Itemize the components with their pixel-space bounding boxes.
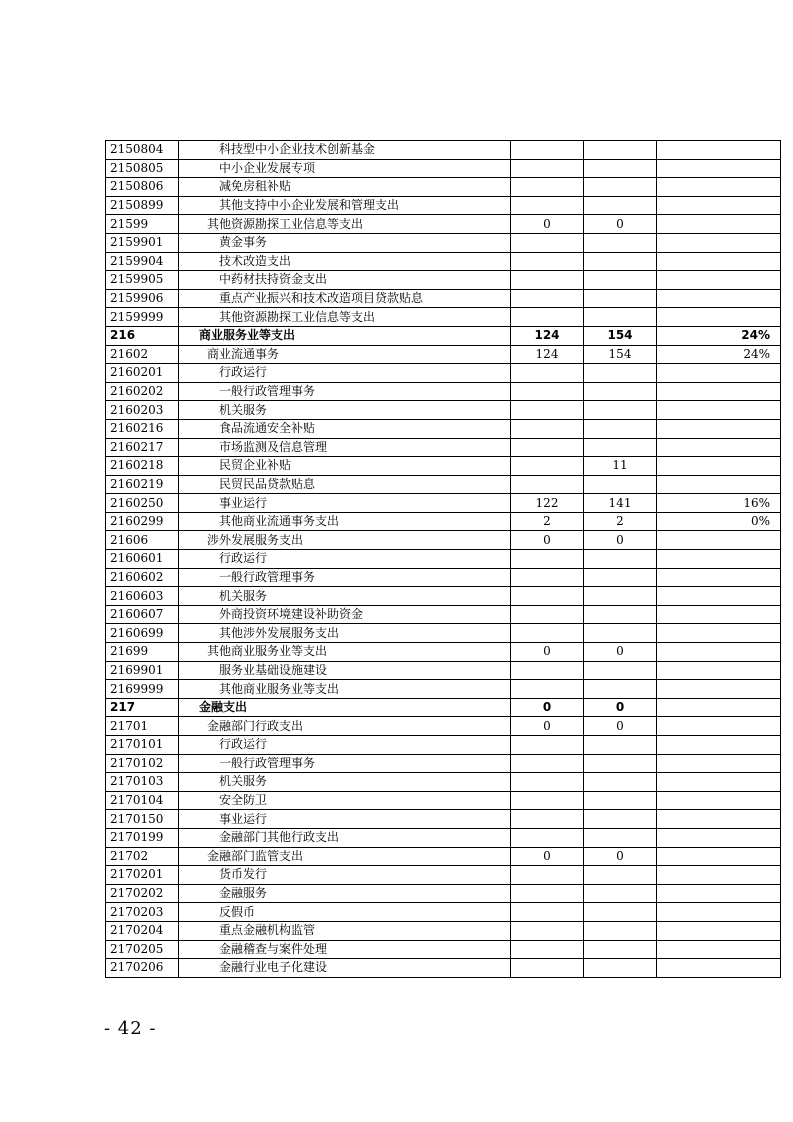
table-row xyxy=(106,271,781,290)
row-name: 货币发行 xyxy=(179,866,511,885)
row-code: 2169901 xyxy=(106,661,179,680)
row-value-3 xyxy=(657,141,781,160)
row-code: 2160602 xyxy=(106,568,179,587)
row-value-2 xyxy=(584,661,657,680)
row-name: 食品流通安全补贴 xyxy=(179,419,511,438)
table-row xyxy=(106,345,781,364)
row-value-1 xyxy=(511,921,584,940)
row-value-1: 0 xyxy=(511,847,584,866)
table-row xyxy=(106,215,781,234)
row-name: 机关服务 xyxy=(179,401,511,420)
row-value-2 xyxy=(584,364,657,383)
row-value-3 xyxy=(657,587,781,606)
table-row xyxy=(106,438,781,457)
row-name: 市场监测及信息管理 xyxy=(179,438,511,457)
table-row xyxy=(106,457,781,476)
row-name: 金融稽查与案件处理 xyxy=(179,940,511,959)
row-value-3 xyxy=(657,550,781,569)
row-value-1 xyxy=(511,419,584,438)
row-value-2: 154 xyxy=(584,326,657,345)
row-code: 2170203 xyxy=(106,903,179,922)
row-value-3 xyxy=(657,233,781,252)
row-value-1 xyxy=(511,605,584,624)
row-name: 服务业基础设施建设 xyxy=(179,661,511,680)
row-code: 2170103 xyxy=(106,773,179,792)
row-name: 金融服务 xyxy=(179,884,511,903)
row-value-1 xyxy=(511,903,584,922)
row-value-2 xyxy=(584,903,657,922)
row-value-2 xyxy=(584,959,657,978)
table-row xyxy=(106,568,781,587)
row-value-1 xyxy=(511,661,584,680)
row-name: 行政运行 xyxy=(179,550,511,569)
row-value-1 xyxy=(511,940,584,959)
row-value-2 xyxy=(584,884,657,903)
row-name: 其他涉外发展服务支出 xyxy=(179,624,511,643)
row-value-2 xyxy=(584,382,657,401)
row-value-2 xyxy=(584,178,657,197)
row-code: 2150899 xyxy=(106,196,179,215)
row-value-2 xyxy=(584,940,657,959)
row-value-1: 0 xyxy=(511,215,584,234)
row-value-1 xyxy=(511,141,584,160)
row-code: 2170199 xyxy=(106,828,179,847)
row-value-1 xyxy=(511,568,584,587)
table-row xyxy=(106,233,781,252)
row-code: 2150805 xyxy=(106,159,179,178)
row-value-3 xyxy=(657,252,781,271)
row-name: 商业服务业等支出 xyxy=(179,326,511,345)
row-code: 2160217 xyxy=(106,438,179,457)
row-code: 2160699 xyxy=(106,624,179,643)
row-value-1: 122 xyxy=(511,494,584,513)
row-value-3 xyxy=(657,382,781,401)
row-value-2: 0 xyxy=(584,847,657,866)
row-value-1 xyxy=(511,587,584,606)
row-code: 2160202 xyxy=(106,382,179,401)
row-value-3 xyxy=(657,289,781,308)
row-value-3 xyxy=(657,754,781,773)
row-code: 21602 xyxy=(106,345,179,364)
row-code: 2170101 xyxy=(106,736,179,755)
row-name: 一般行政管理事务 xyxy=(179,382,511,401)
table-row xyxy=(106,624,781,643)
row-value-3 xyxy=(657,308,781,327)
row-value-1 xyxy=(511,773,584,792)
row-name: 商业流通事务 xyxy=(179,345,511,364)
row-value-1 xyxy=(511,959,584,978)
row-value-3 xyxy=(657,828,781,847)
row-name: 金融部门行政支出 xyxy=(179,717,511,736)
row-value-1 xyxy=(511,271,584,290)
table-row xyxy=(106,178,781,197)
row-value-2 xyxy=(584,289,657,308)
row-value-2 xyxy=(584,550,657,569)
row-value-2: 141 xyxy=(584,494,657,513)
row-value-3 xyxy=(657,810,781,829)
row-value-1 xyxy=(511,364,584,383)
table-row xyxy=(106,512,781,531)
row-value-2 xyxy=(584,196,657,215)
row-value-1 xyxy=(511,438,584,457)
row-value-3 xyxy=(657,364,781,383)
row-code: 2160203 xyxy=(106,401,179,420)
table-row xyxy=(106,308,781,327)
row-value-1 xyxy=(511,791,584,810)
table-row xyxy=(106,494,781,513)
row-code: 21702 xyxy=(106,847,179,866)
budget-table-body xyxy=(106,141,781,978)
row-value-1 xyxy=(511,828,584,847)
row-value-2 xyxy=(584,828,657,847)
row-code: 2170201 xyxy=(106,866,179,885)
row-code: 2159999 xyxy=(106,308,179,327)
row-name: 其他资源勘探工业信息等支出 xyxy=(179,308,511,327)
row-value-2 xyxy=(584,587,657,606)
row-value-1 xyxy=(511,233,584,252)
row-value-3: 24% xyxy=(657,326,781,345)
row-value-1 xyxy=(511,401,584,420)
row-code: 21699 xyxy=(106,643,179,662)
row-name: 减免房租补贴 xyxy=(179,178,511,197)
row-value-3 xyxy=(657,438,781,457)
row-name: 外商投资环境建设补助资金 xyxy=(179,605,511,624)
row-value-1 xyxy=(511,866,584,885)
row-code: 2160299 xyxy=(106,512,179,531)
row-code: 2159901 xyxy=(106,233,179,252)
row-name: 行政运行 xyxy=(179,736,511,755)
page-number: - 42 - xyxy=(104,1018,157,1039)
row-value-1 xyxy=(511,736,584,755)
row-name: 其他资源勘探工业信息等支出 xyxy=(179,215,511,234)
row-name: 技术改造支出 xyxy=(179,252,511,271)
row-value-1 xyxy=(511,810,584,829)
table-row xyxy=(106,587,781,606)
row-value-3 xyxy=(657,903,781,922)
table-row xyxy=(106,326,781,345)
row-code: 2160601 xyxy=(106,550,179,569)
row-name: 中小企业发展专项 xyxy=(179,159,511,178)
row-value-2: 0 xyxy=(584,531,657,550)
row-code: 217 xyxy=(106,698,179,717)
table-row xyxy=(106,828,781,847)
row-name: 其他商业服务业等支出 xyxy=(179,680,511,699)
table-row xyxy=(106,605,781,624)
table-row xyxy=(106,252,781,271)
row-code: 2160219 xyxy=(106,475,179,494)
row-value-3 xyxy=(657,866,781,885)
table-row xyxy=(106,810,781,829)
row-value-3 xyxy=(657,847,781,866)
table-row xyxy=(106,698,781,717)
row-value-1 xyxy=(511,884,584,903)
row-code: 2170202 xyxy=(106,884,179,903)
row-value-1 xyxy=(511,624,584,643)
row-code: 2170204 xyxy=(106,921,179,940)
row-name: 金融部门其他行政支出 xyxy=(179,828,511,847)
row-value-2 xyxy=(584,680,657,699)
row-value-3: 24% xyxy=(657,345,781,364)
row-value-2 xyxy=(584,754,657,773)
row-name: 重点金融机构监管 xyxy=(179,921,511,940)
row-value-3 xyxy=(657,271,781,290)
table-row xyxy=(106,959,781,978)
table-row xyxy=(106,531,781,550)
row-value-3 xyxy=(657,921,781,940)
row-value-3 xyxy=(657,605,781,624)
table-row xyxy=(106,847,781,866)
row-code: 2170104 xyxy=(106,791,179,810)
row-value-1 xyxy=(511,382,584,401)
row-value-3 xyxy=(657,661,781,680)
row-value-3 xyxy=(657,736,781,755)
row-value-1 xyxy=(511,308,584,327)
row-value-2 xyxy=(584,791,657,810)
row-name: 机关服务 xyxy=(179,587,511,606)
row-name: 一般行政管理事务 xyxy=(179,568,511,587)
row-value-2 xyxy=(584,624,657,643)
row-code: 21606 xyxy=(106,531,179,550)
table-row xyxy=(106,401,781,420)
row-value-2 xyxy=(584,271,657,290)
row-name: 民贸民品贷款贴息 xyxy=(179,475,511,494)
row-value-2: 0 xyxy=(584,643,657,662)
row-value-2 xyxy=(584,233,657,252)
table-row xyxy=(106,884,781,903)
row-value-1: 124 xyxy=(511,345,584,364)
table-row xyxy=(106,940,781,959)
table-row xyxy=(106,364,781,383)
table-row xyxy=(106,550,781,569)
row-value-2 xyxy=(584,419,657,438)
row-value-2 xyxy=(584,401,657,420)
row-value-2: 0 xyxy=(584,717,657,736)
row-code: 2160603 xyxy=(106,587,179,606)
table-row xyxy=(106,382,781,401)
row-value-3 xyxy=(657,419,781,438)
row-value-2 xyxy=(584,866,657,885)
row-name: 事业运行 xyxy=(179,810,511,829)
row-value-2: 154 xyxy=(584,345,657,364)
row-code: 2160201 xyxy=(106,364,179,383)
row-name: 中药材扶持资金支出 xyxy=(179,271,511,290)
budget-table xyxy=(105,140,781,978)
row-value-3 xyxy=(657,791,781,810)
table-row xyxy=(106,773,781,792)
row-value-2 xyxy=(584,605,657,624)
row-value-2 xyxy=(584,252,657,271)
row-value-1: 0 xyxy=(511,643,584,662)
row-name: 反假币 xyxy=(179,903,511,922)
row-name: 其他支持中小企业发展和管理支出 xyxy=(179,196,511,215)
table-row xyxy=(106,159,781,178)
row-code: 2170206 xyxy=(106,959,179,978)
row-value-3 xyxy=(657,698,781,717)
row-value-2 xyxy=(584,568,657,587)
row-value-1: 0 xyxy=(511,717,584,736)
row-value-3 xyxy=(657,773,781,792)
row-name: 金融支出 xyxy=(179,698,511,717)
row-value-2 xyxy=(584,736,657,755)
row-code: 2159905 xyxy=(106,271,179,290)
row-value-1 xyxy=(511,457,584,476)
row-name: 黄金事务 xyxy=(179,233,511,252)
row-value-2 xyxy=(584,141,657,160)
row-code: 21701 xyxy=(106,717,179,736)
table-row xyxy=(106,921,781,940)
row-name: 金融行业电子化建设 xyxy=(179,959,511,978)
row-code: 2170102 xyxy=(106,754,179,773)
row-code: 21599 xyxy=(106,215,179,234)
row-value-3 xyxy=(657,159,781,178)
row-name: 事业运行 xyxy=(179,494,511,513)
row-name: 其他商业服务业等支出 xyxy=(179,643,511,662)
row-name: 行政运行 xyxy=(179,364,511,383)
row-code: 216 xyxy=(106,326,179,345)
row-value-3 xyxy=(657,624,781,643)
row-value-1 xyxy=(511,196,584,215)
row-value-1 xyxy=(511,159,584,178)
row-value-2 xyxy=(584,159,657,178)
row-name: 金融部门监管支出 xyxy=(179,847,511,866)
row-value-3 xyxy=(657,457,781,476)
table-row xyxy=(106,717,781,736)
row-name: 安全防卫 xyxy=(179,791,511,810)
table-row xyxy=(106,475,781,494)
row-name: 科技型中小企业技术创新基金 xyxy=(179,141,511,160)
row-name: 民贸企业补贴 xyxy=(179,457,511,476)
row-value-3 xyxy=(657,178,781,197)
row-value-1: 0 xyxy=(511,531,584,550)
row-name: 其他商业流通事务支出 xyxy=(179,512,511,531)
table-row xyxy=(106,196,781,215)
row-code: 2160218 xyxy=(106,457,179,476)
row-code: 2160250 xyxy=(106,494,179,513)
row-code: 2160607 xyxy=(106,605,179,624)
row-value-3 xyxy=(657,196,781,215)
row-value-3 xyxy=(657,531,781,550)
row-code: 2160216 xyxy=(106,419,179,438)
row-value-3 xyxy=(657,940,781,959)
row-name: 涉外发展服务支出 xyxy=(179,531,511,550)
row-code: 2170150 xyxy=(106,810,179,829)
row-name: 一般行政管理事务 xyxy=(179,754,511,773)
table-row xyxy=(106,419,781,438)
row-value-3 xyxy=(657,959,781,978)
row-code: 2159906 xyxy=(106,289,179,308)
row-code: 2150804 xyxy=(106,141,179,160)
row-value-2 xyxy=(584,475,657,494)
row-name: 重点产业振兴和技术改造项目贷款贴息 xyxy=(179,289,511,308)
row-value-3 xyxy=(657,884,781,903)
table-row xyxy=(106,643,781,662)
row-code: 2150806 xyxy=(106,178,179,197)
row-value-2 xyxy=(584,773,657,792)
table-row xyxy=(106,661,781,680)
table-row xyxy=(106,289,781,308)
table-row xyxy=(106,866,781,885)
row-value-2: 0 xyxy=(584,698,657,717)
row-value-1 xyxy=(511,252,584,271)
row-value-1 xyxy=(511,289,584,308)
row-value-3 xyxy=(657,475,781,494)
row-value-1 xyxy=(511,680,584,699)
table-row xyxy=(106,736,781,755)
row-value-3 xyxy=(657,568,781,587)
row-value-1 xyxy=(511,550,584,569)
row-code: 2170205 xyxy=(106,940,179,959)
row-value-2: 2 xyxy=(584,512,657,531)
row-value-3 xyxy=(657,717,781,736)
row-value-1 xyxy=(511,178,584,197)
row-value-2 xyxy=(584,438,657,457)
table-row xyxy=(106,791,781,810)
row-value-3 xyxy=(657,401,781,420)
table-row xyxy=(106,680,781,699)
row-value-1: 0 xyxy=(511,698,584,717)
row-value-1 xyxy=(511,754,584,773)
row-value-3 xyxy=(657,680,781,699)
table-row xyxy=(106,141,781,160)
row-value-1: 124 xyxy=(511,326,584,345)
row-code: 2169999 xyxy=(106,680,179,699)
row-value-2 xyxy=(584,308,657,327)
row-value-1: 2 xyxy=(511,512,584,531)
row-value-3 xyxy=(657,215,781,234)
row-value-3 xyxy=(657,643,781,662)
table-row xyxy=(106,903,781,922)
table-row xyxy=(106,754,781,773)
row-value-2 xyxy=(584,810,657,829)
row-value-1 xyxy=(511,475,584,494)
row-name: 机关服务 xyxy=(179,773,511,792)
row-value-2: 11 xyxy=(584,457,657,476)
row-value-3: 0% xyxy=(657,512,781,531)
row-code: 2159904 xyxy=(106,252,179,271)
row-value-2: 0 xyxy=(584,215,657,234)
row-value-3: 16% xyxy=(657,494,781,513)
row-value-2 xyxy=(584,921,657,940)
